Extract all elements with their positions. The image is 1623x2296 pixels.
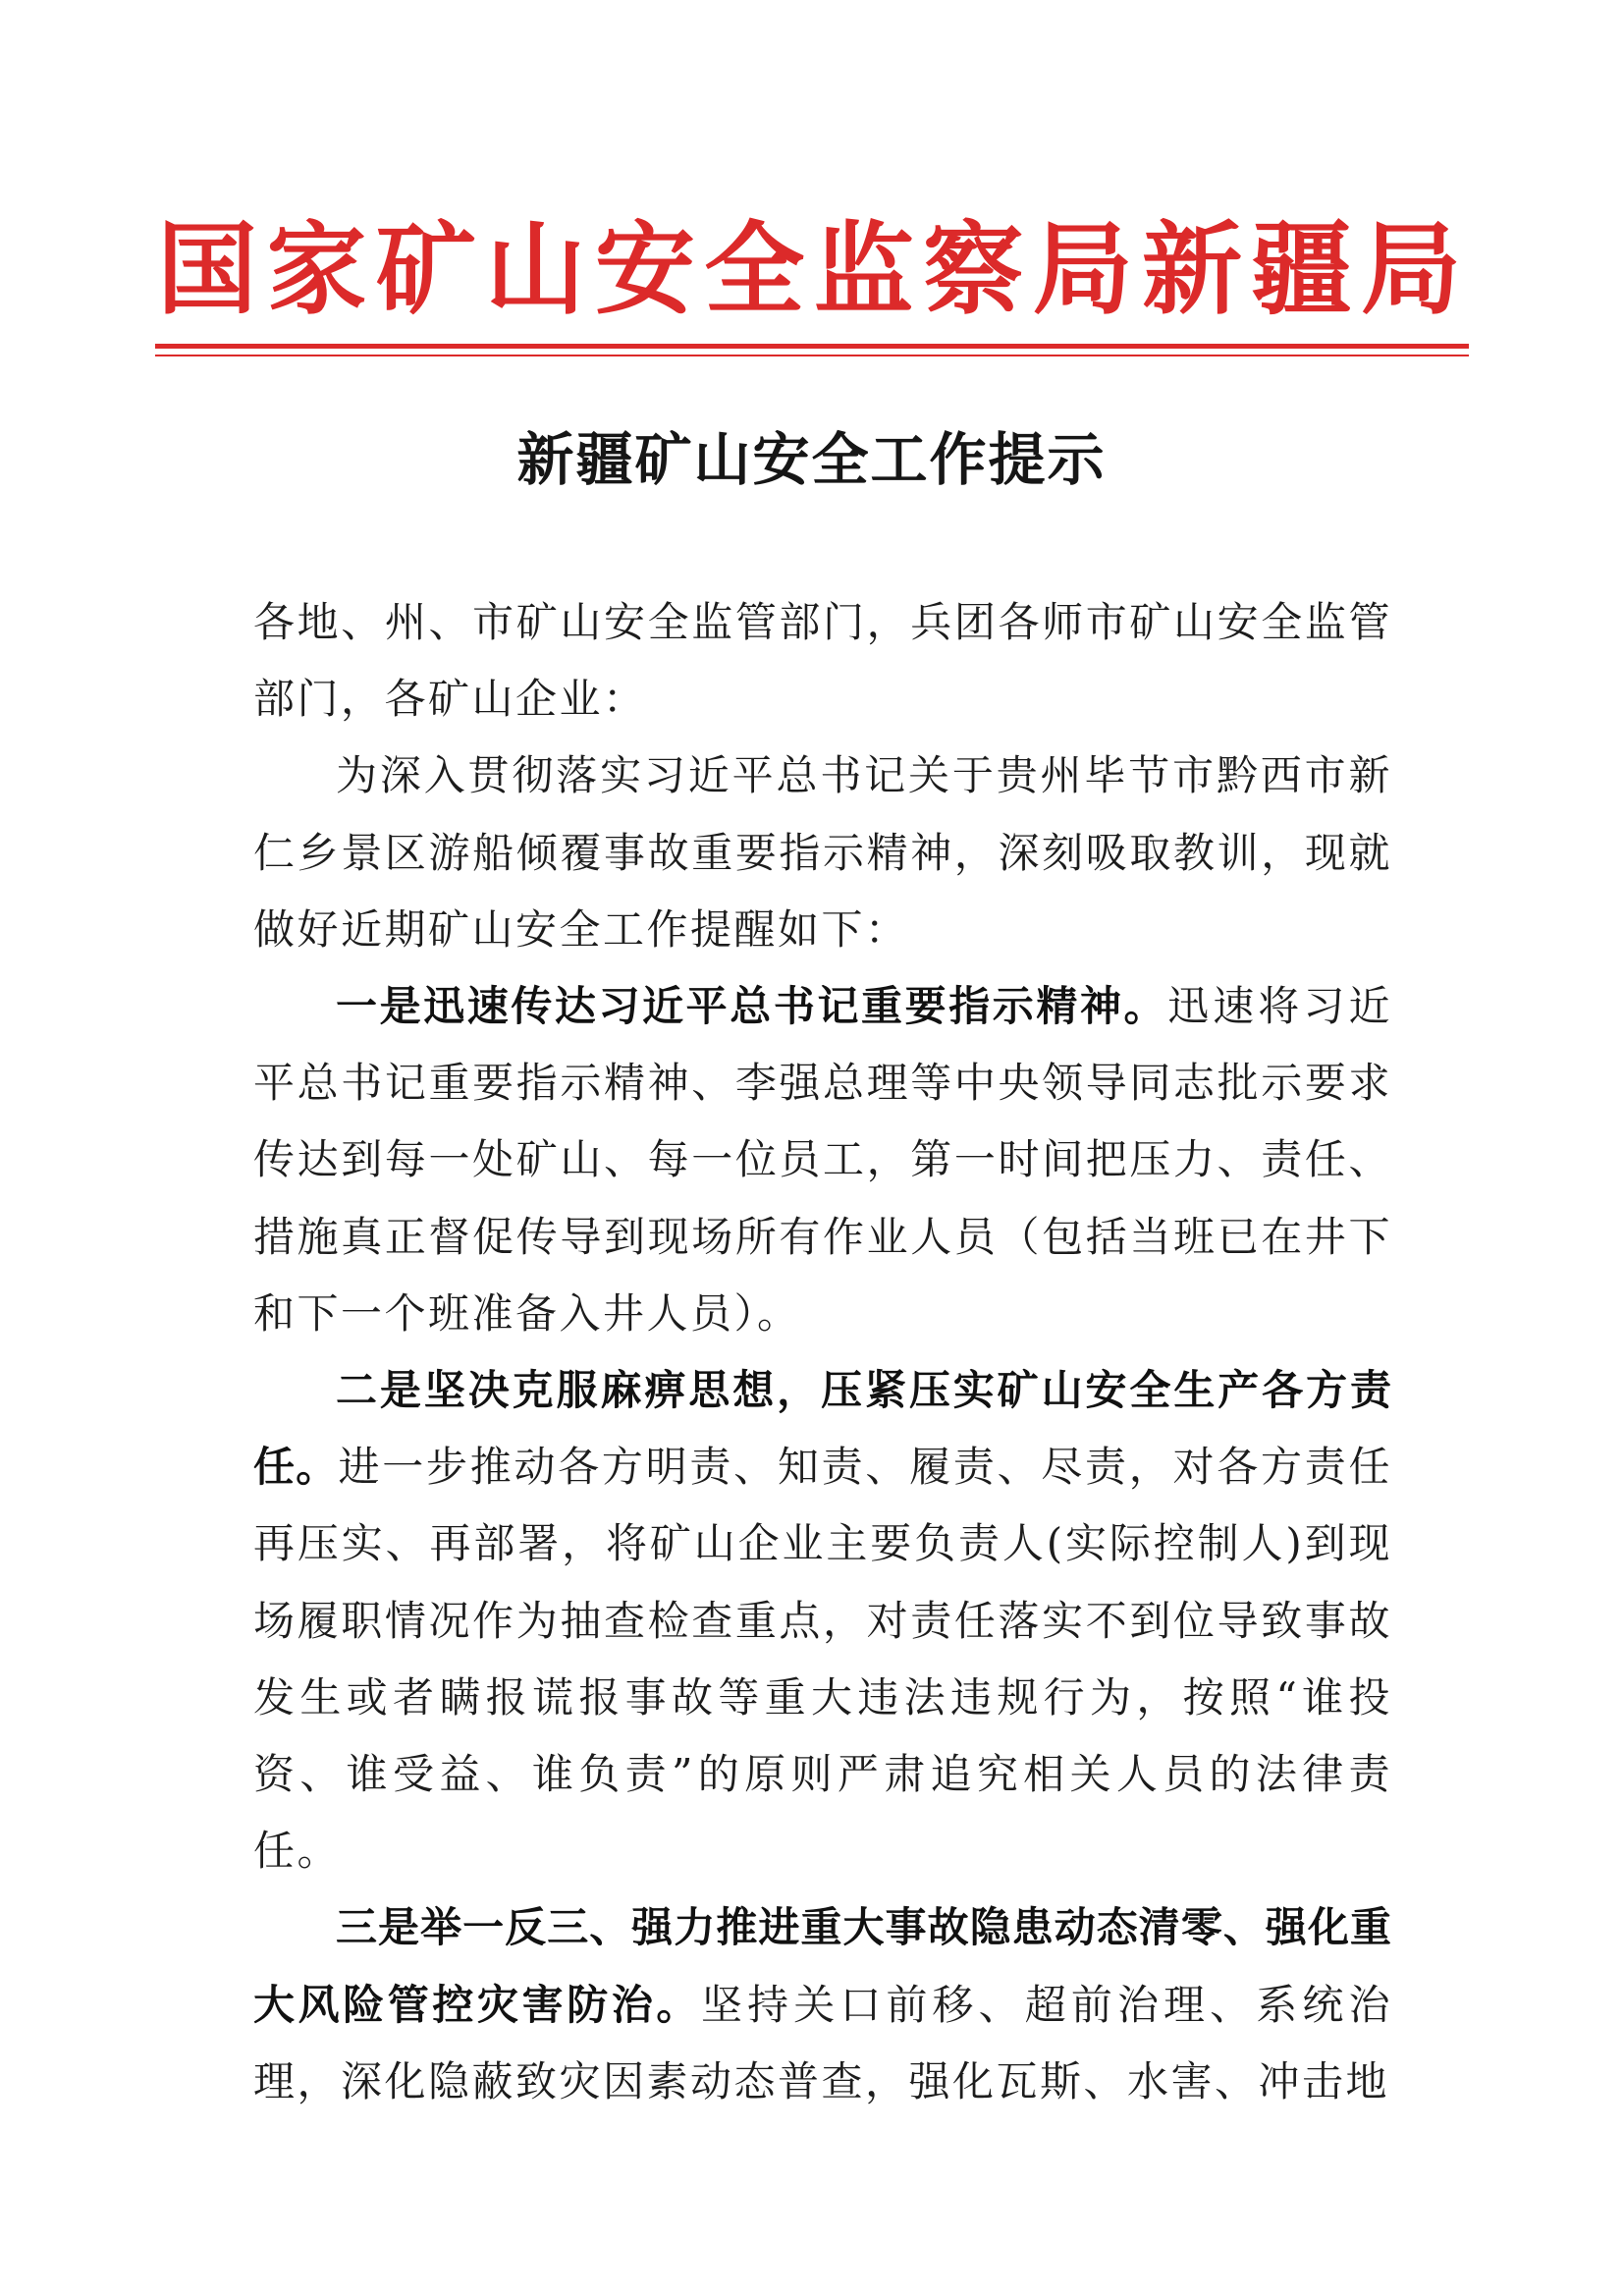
header-red-rule-thick (155, 344, 1469, 349)
header-red-rule-thin (155, 355, 1469, 356)
intro-paragraph: 为深入贯彻落实习近平总书记关于贵州毕节市黔西市新仁乡景区游船倾覆事故重要指示精神，深刻吸取教训，现就做好近期矿山安全工作提醒如下： (253, 751, 1392, 954)
point-paragraph-1 (253, 968, 1392, 1352)
point-body-3: 坚持关口前移、超前治理、系统治理，深化隐蔽致灾因素动态普查，强化瓦斯、水害、冲击地 (253, 1980, 1392, 2105)
document-body (253, 584, 1392, 2120)
point-heading-3: 三是举一反三、强力推进重大事故隐患动态清零、强化重大风险管控灾害防治。 (253, 1903, 1392, 2029)
salutation: 各地、州、市矿山安全监管部门，兵团各师市矿山安全监管部门，各矿山企业： (253, 598, 1392, 724)
issuing-organization-header: 国家矿山安全监察局新疆局 (157, 211, 1463, 329)
point-heading-2: 二是坚决克服麻痹思想，压紧压实矿山安全生产各方责任。 (253, 1366, 1392, 1492)
point-heading-1: 一是迅速传达习近平总书记重要指示精神。 (336, 982, 1168, 1031)
point-paragraph-3 (253, 1889, 1392, 2120)
point-body-2: 进一步推动各方明责、知责、履责、尽责，对各方责任再压实、再部署，将矿山企业主要负责人(实际控制人)到现场履职情况作为抽查检查重点，对责任落实不到位导致事故发生或者瞒报谎报事故等重大违法违规行为，按照“谁投资、谁受益、谁负责”的原则严肃追究相关人员的法律责任。 (253, 1443, 1392, 1876)
document-title: 新疆矿山安全工作提示 (516, 426, 1107, 493)
point-paragraph-2 (253, 1352, 1392, 1889)
point-body-1: 迅速将习近平总书记重要指示精神、李强总理等中央领导同志批示要求传达到每一处矿山、每一位员工，第一时间把压力、责任、措施真正督促传导到现场所有作业人员（包括当班已在井下和下一个班准备入井人员）。 (253, 982, 1392, 1338)
